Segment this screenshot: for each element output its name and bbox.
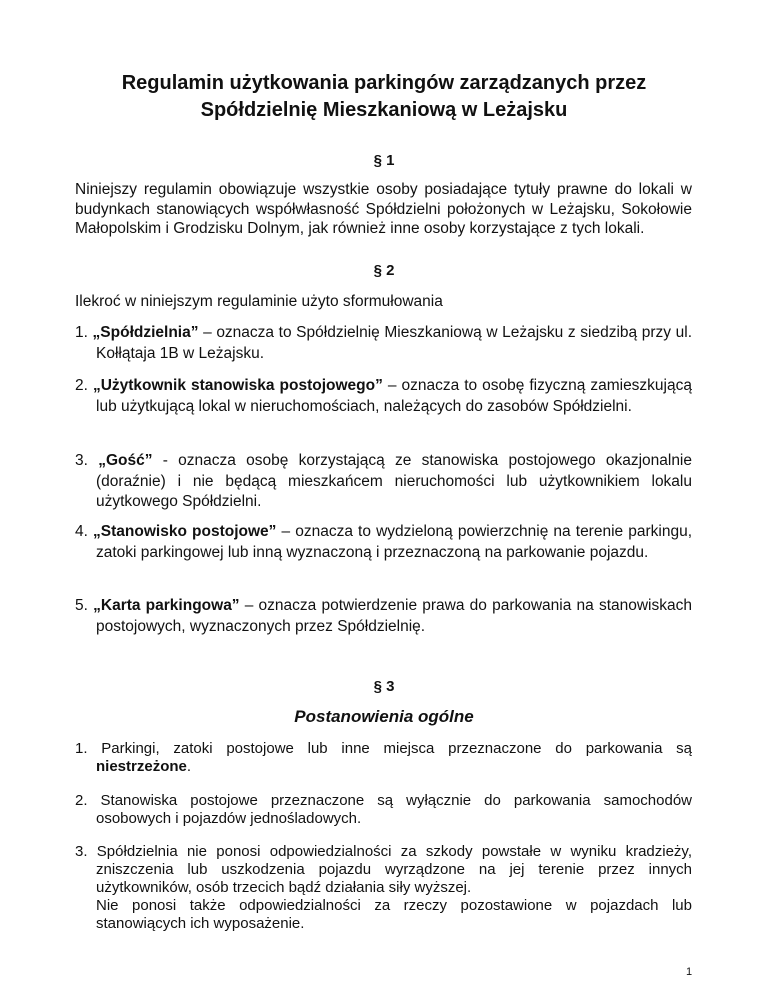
section-2-heading: § 2 <box>373 262 395 279</box>
definition-term: „Stanowisko postojowe” <box>93 523 277 540</box>
list-item: 1. Parkingi, zatoki postojowe lub inne miejsca przeznaczone do parkowania są niestrzeżone. <box>75 740 693 775</box>
definition-item: 2. „Użytkownik stanowiska postojowego” – oznacza to osobę fizyczną zamieszkującą lub użytkującą lokal w nieruchomościach, należących do zasobów Spółdzielni. <box>75 377 692 415</box>
definition-term: „Użytkownik stanowiska postojowego” <box>92 377 383 394</box>
title-line-1: Regulamin użytkowania parkingów zarządzanych przez <box>121 72 647 94</box>
list-item-continuation: Nie ponosi także odpowiedzialności za rzeczy pozostawione w pojazdach lub stanowiących ich wyposażenie. <box>96 897 692 932</box>
section-2-intro: Ilekroć w niniejszym regulaminie użyto sformułowania <box>75 293 443 310</box>
emphasis-text: niestrzeżone <box>96 758 187 775</box>
list-item: 2. Stanowiska postojowe przeznaczone są wyłącznie do parkowania samochodów osobowych i pojazdów jednośladowych. <box>75 792 692 827</box>
definition-term: „Karta parkingowa” <box>93 597 240 614</box>
section-1-heading: § 1 <box>373 152 395 169</box>
definition-term: „Gość” <box>98 452 153 469</box>
section-3-subtitle: Postanowienia ogólne <box>294 707 474 726</box>
document-title <box>60 70 708 124</box>
page-number: 1 <box>686 966 693 978</box>
definition-item: 3. „Gość” - oznacza osobę korzystającą ze stanowiska postojowego okazjonalnie (doraźnie) i nie będącą mieszkańcem nieruchomości lub użytkownikiem lokalu użytkowego Spółdzielni. <box>75 452 692 510</box>
title-line-2: Spółdzielnię Mieszkaniową w Leżajsku <box>200 99 568 121</box>
definition-item: 1. „Spółdzielnia” – oznacza to Spółdzielnię Mieszkaniową w Leżajsku z siedzibą przy ul. Kołłątaja 1B w Leżajsku. <box>75 324 692 362</box>
definition-item: 5. „Karta parkingowa” – oznacza potwierdzenie prawa do parkowania na stanowiskach postojowych, wyznaczonych przez Spółdzielnię. <box>75 597 692 635</box>
list-item: 3. Spółdzielnia nie ponosi odpowiedzialności za szkody powstałe w wyniku kradzieży, zniszczenia lub uszkodzenia pojazdu wyrządzone na jej terenie przez innych użytkowników, osób trzecich bądź działania siły wyższej. Nie ponosi także odpowiedzialności za rzeczy pozostawione w pojazdach lub stanowiących ich wyposażenie. <box>75 843 692 932</box>
definition-term: „Spółdzielnia” <box>92 324 199 341</box>
definition-item: 4. „Stanowisko postojowe” – oznacza to wydzieloną powierzchnię na terenie parkingu, zatoki parkingowej lub inną wyznaczoną i przeznaczoną na parkowanie pojazdu. <box>75 523 693 561</box>
section-1-text: Niniejszy regulamin obowiązuje wszystkie osoby posiadające tytuły prawne do lokali w budynkach stanowiących współwłasność Spółdzielni położonych w Leżajsku, Sokołowie Małopolskim i Grodzisku Dolnym, jak również inne osoby korzystające z tych lokali. <box>75 181 692 237</box>
section-3-heading: § 3 <box>373 678 395 695</box>
